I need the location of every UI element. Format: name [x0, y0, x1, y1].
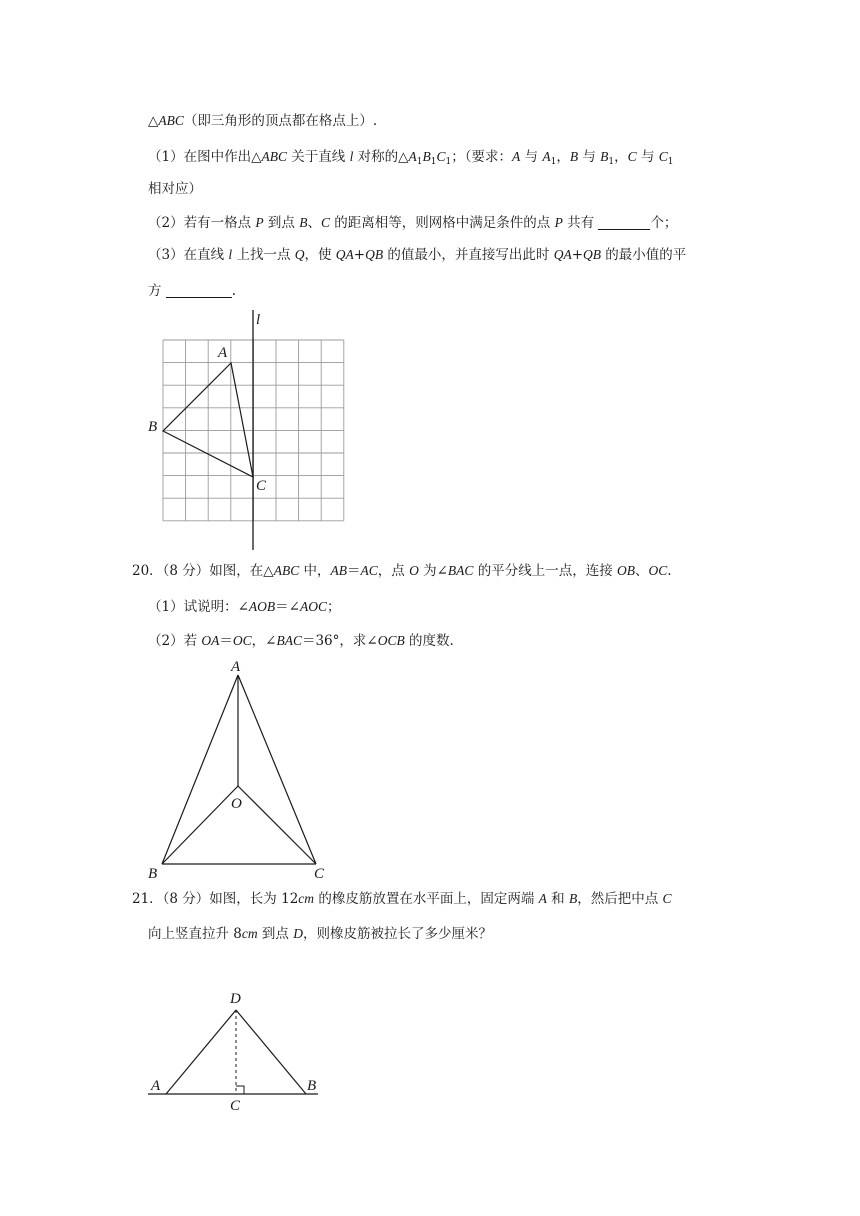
var: A: [538, 891, 547, 906]
label-D: D: [230, 991, 241, 1007]
segment-AD: [166, 1010, 236, 1094]
text: （3）在直线: [148, 247, 229, 263]
label-O: O: [231, 796, 242, 812]
label-C: C: [314, 866, 325, 882]
text: ＝: [219, 633, 233, 649]
text: 21．（8 分）如图，长为 12: [132, 891, 299, 907]
subscript: 1: [550, 157, 557, 167]
var: l: [349, 149, 354, 164]
var: P: [255, 215, 264, 230]
text: 与: [636, 149, 659, 165]
var: Q: [294, 247, 305, 262]
var: BAC: [276, 633, 302, 648]
text: 个；: [650, 215, 678, 231]
right-angle-mark: [236, 1086, 244, 1094]
text: .: [667, 563, 672, 579]
label-l: l: [256, 312, 261, 328]
text: 和: [546, 891, 569, 907]
var: C: [320, 215, 330, 230]
text: 的值最小，并直接写出此时: [383, 247, 554, 263]
text: +: [353, 247, 366, 263]
label-B: B: [148, 419, 158, 435]
text: ＝∠: [275, 599, 300, 615]
var: O: [409, 563, 419, 578]
var: cm: [241, 926, 258, 941]
var: B: [600, 149, 609, 164]
var: B: [568, 891, 578, 906]
var: AB: [330, 563, 347, 578]
label-A: A: [151, 1078, 161, 1094]
var: B: [569, 149, 579, 164]
var: QB: [583, 247, 602, 262]
label-B: B: [148, 866, 158, 882]
var: A: [542, 149, 551, 164]
label-A: A: [231, 659, 241, 675]
text: 与: [578, 149, 601, 165]
var: C: [627, 149, 637, 164]
var: C: [662, 891, 672, 906]
var: QA: [335, 247, 354, 262]
text: 的度数.: [404, 633, 454, 649]
subscript: 1: [430, 157, 437, 167]
var: ABC: [261, 149, 287, 164]
text: 、: [307, 215, 321, 231]
triangle-name: ABC: [158, 113, 184, 128]
subscript: 1: [608, 157, 615, 167]
text: （1）试说明：∠: [148, 599, 249, 615]
var: l: [228, 247, 233, 262]
text: ；: [326, 599, 341, 615]
text: ，: [614, 149, 628, 165]
intro-rest: （即三角形的顶点都在格点上）.: [183, 113, 378, 129]
label-C: C: [256, 478, 267, 494]
var: C: [658, 149, 668, 164]
text: 的最小值的平: [601, 247, 687, 263]
text: ，使: [304, 247, 336, 263]
var: AOC: [299, 599, 327, 614]
label-B: B: [307, 1078, 317, 1094]
var: OA: [201, 633, 220, 648]
var: OB: [617, 563, 636, 578]
text: ，则橡皮筋被拉长了多少厘米？: [302, 926, 492, 942]
text: 为∠: [418, 563, 448, 579]
text: 方: [148, 283, 166, 299]
var: A: [512, 149, 521, 164]
var: OCB: [377, 633, 405, 648]
text: ；（要求：: [451, 149, 512, 165]
text: 上找一点: [232, 247, 295, 263]
var: ABC: [273, 563, 300, 578]
var: AC: [360, 563, 378, 578]
var: AOB: [248, 599, 276, 614]
text: 相对应）: [148, 181, 202, 197]
text: ，然后把中点: [577, 891, 663, 907]
text: （2）若有一格点: [148, 215, 256, 231]
subscript: 1: [416, 157, 423, 167]
text: 到点: [263, 215, 300, 231]
var: B: [422, 149, 431, 164]
text: ，∠: [251, 633, 277, 649]
var: QA: [553, 247, 572, 262]
var: B: [299, 215, 308, 230]
text: （2）若: [148, 633, 202, 649]
text: 中，: [299, 563, 331, 579]
text: 的橡皮筋放置在水平面上，固定两端: [314, 891, 539, 907]
var: P: [554, 215, 563, 230]
text: +: [571, 247, 584, 263]
var: A: [408, 149, 417, 164]
text: .: [231, 283, 237, 299]
text: 向上竖直拉升 8: [148, 926, 242, 942]
text: ，点: [377, 563, 410, 579]
subscript: 1: [445, 157, 452, 167]
var: OC: [648, 563, 668, 578]
var: cm: [298, 891, 315, 906]
subscript: 1: [667, 157, 674, 167]
text: 、: [635, 563, 649, 579]
text: ＝36°，求∠: [301, 633, 378, 649]
var: QB: [365, 247, 384, 262]
text: 与: [520, 149, 543, 165]
label-C: C: [230, 1098, 241, 1114]
text: 共有: [562, 215, 599, 231]
text: ＝: [347, 563, 361, 579]
text: 的平分线上一点，连接: [473, 563, 618, 579]
text: 到点: [257, 926, 294, 942]
var: C: [436, 149, 446, 164]
label-A: A: [218, 345, 228, 361]
text: 的距离相等，则网格中满足条件的点: [330, 215, 555, 231]
var: BAC: [447, 563, 474, 578]
var: D: [293, 926, 303, 941]
triangle-symbol: △: [148, 113, 159, 129]
text: 关于直线: [286, 149, 350, 165]
segment-DB: [236, 1010, 306, 1094]
text: ，: [556, 149, 570, 165]
var: OC: [232, 633, 252, 648]
part-label: （1）在图中作出△: [148, 149, 262, 165]
text: 对称的△: [353, 149, 409, 165]
text: 20．（8 分）如图，在△: [132, 563, 274, 579]
